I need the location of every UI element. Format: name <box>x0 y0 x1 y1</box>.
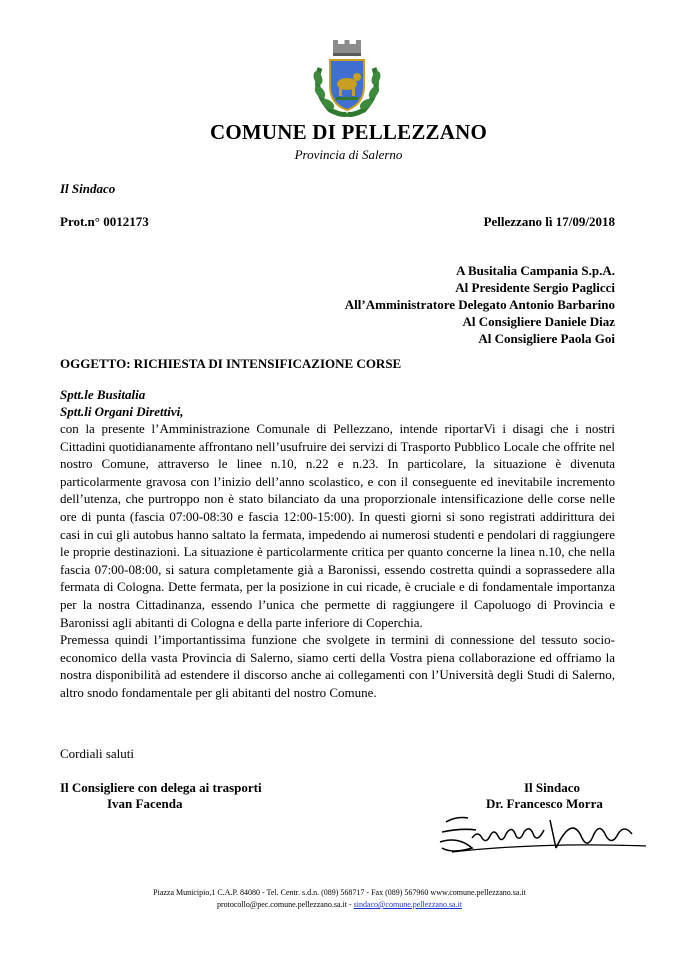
letter-body <box>60 420 615 702</box>
body-paragraph: con la presente l’Amministrazione Comunale di Pellezzano, intende riportarVi i disagi che i nostri Cittadini quotidianamente affrontano nell’usufruire dei servizi di Trasporto Pubblico Locale che offrite nel nostro Comune, attraverso le linee n.10, n.22 e n.23. In particolare, la situazione è divenuta particolarmente gravosa con l’inizio dell’anno scolastico, e con il conseguente ed inevitabile incremento dell’utenza, che purtroppo non è stato bilanciato da una proporzionale intensificazione delle corse nelle ore di punta (fascia 07:00-08:30 e fascia 12:00-15:00). In questi giorni si sono registrati addirittura dei casi in cui gli autobus hanno saltato la fermata, impedendo ai numerosi studenti e pendolari di raggiungere le proprie destinazioni. La situazione è particolarmente critica per quanto concerne la linea n.10, che nella fascia 07:00-08:00, si satura completamente già a Baronissi, essendo costretta quindi a soprassedere alla fermata di Cologna. Dette fermata, per la posizione in cui ricade, è cruciale e di fondamentale importanza per la nostra Cittadinanza, essendo l’unica che permette di raggiungere il Capoluogo di Provincia e Baronissi agli abitanti di Cologna e della parte inferiore di Coperchia. <box>60 421 615 630</box>
closing-line: Cordiali saluti <box>60 746 135 761</box>
coat-of-arms-icon <box>306 38 388 118</box>
handwritten-signature <box>432 808 652 858</box>
province-subtitle: Provincia di Salerno <box>294 147 403 162</box>
recipient-line: Al Consigliere Paola Goi <box>478 331 615 346</box>
email-link[interactable]: sindaco@comune.pellezzano.sa.it <box>353 900 463 909</box>
recipients-block <box>345 262 615 347</box>
salutation-line: Sptt.li Organi Direttivi, <box>60 404 184 419</box>
right-signatory-role: Il Sindaco <box>524 780 580 795</box>
recipient-line: All’Amministratore Delegato Antonio Barbarino <box>344 297 615 312</box>
right-signatory-name: Dr. Francesco Morra <box>486 796 603 811</box>
footer-separator: - <box>346 900 354 909</box>
footer-address: Piazza Municipio,1 C.A.P. 84080 - Tel. Centr. s.d.n. (089) 568717 - Fax (089) 567960 www.comune.pellezzano.sa.it <box>153 888 526 897</box>
footer <box>0 887 679 911</box>
recipient-line: Al Consigliere Daniele Diaz <box>462 314 615 329</box>
protocol-number: Prot.n° 0012173 <box>60 214 149 229</box>
left-signatory-role: Il Consigliere con delega ai trasporti <box>60 780 262 795</box>
place-date: Pellezzano lì 17/09/2018 <box>483 214 615 229</box>
body-paragraph: Premessa quindi l’importantissima funzione che svolgete in termini di connessione del tessuto socio-economico della vasta Provincia di Salerno, siamo certi della Vostra piena collaborazione ed offriamo la nostra disponibilità ad estendere il discorso anche ai collegamenti con l’Università degli Studi di Salerno, altro snodo fondamentale per gli abitanti del nostro Comune. <box>60 632 615 700</box>
pec-address: protocollo@pec.comune.pellezzano.sa.it <box>216 900 347 909</box>
recipient-line: Al Presidente Sergio Paglicci <box>455 280 615 295</box>
recipient-line: A Busitalia Campania S.p.A. <box>456 263 615 278</box>
salutation-line: Sptt.le Busitalia <box>60 387 146 402</box>
municipality-title: COMUNE DI PELLEZZANO <box>209 120 488 144</box>
sender-label: Il Sindaco <box>60 181 116 196</box>
footer-contacts <box>0 899 679 911</box>
left-signatory-name: Ivan Facenda <box>107 796 183 811</box>
subject-line: OGGETTO: RICHIESTA DI INTENSIFICAZIONE CORSE <box>60 356 402 371</box>
